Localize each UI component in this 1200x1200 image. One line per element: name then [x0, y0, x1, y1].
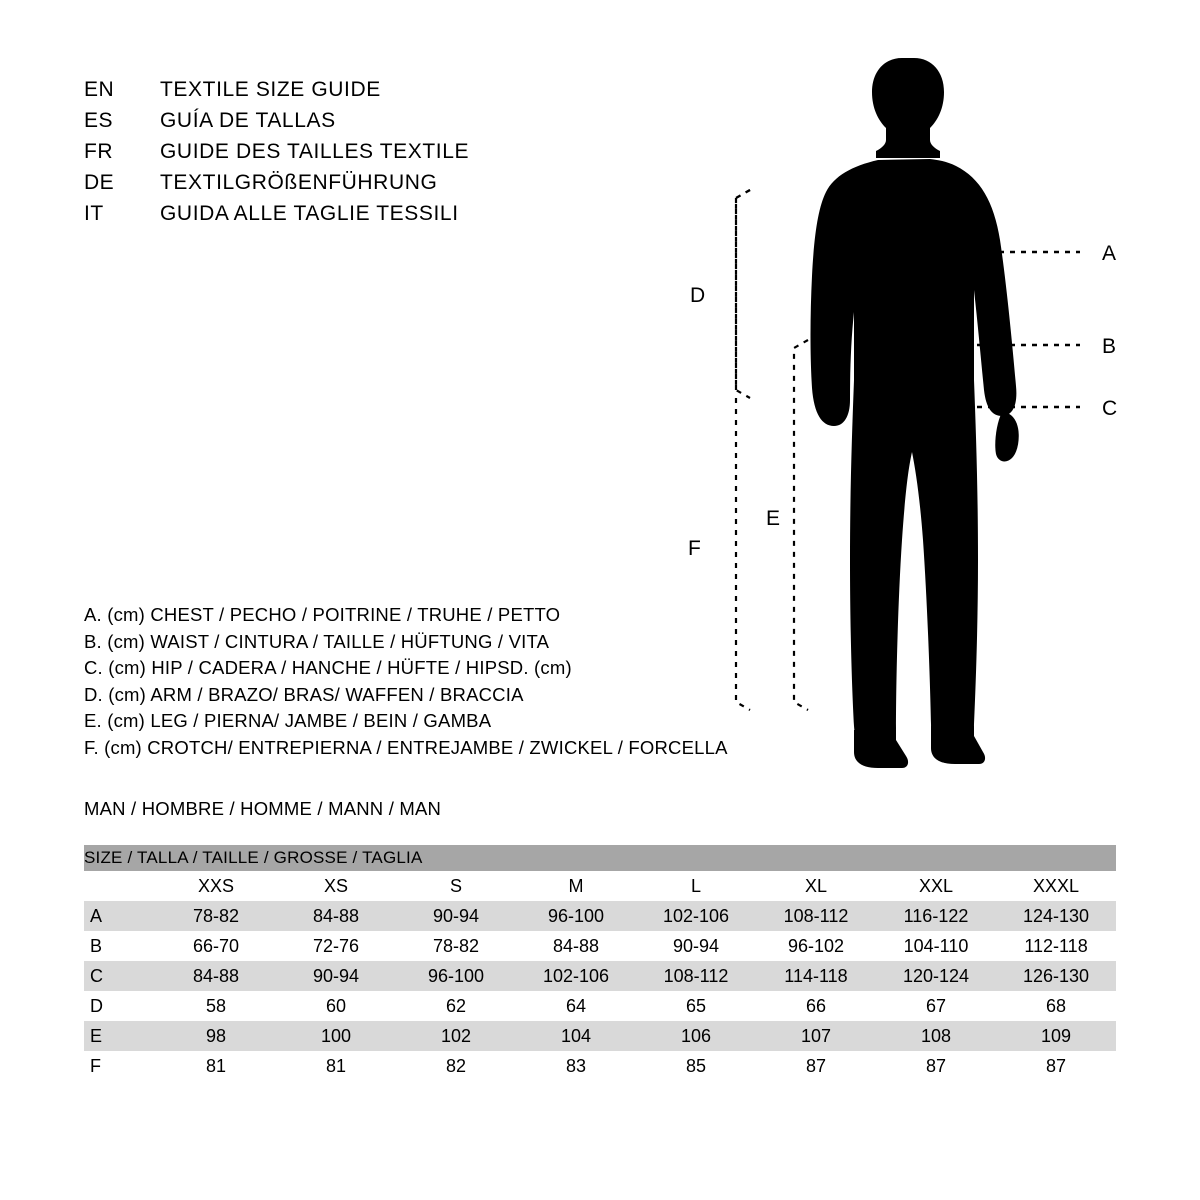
title-row: [84, 202, 604, 233]
cell-c-xl: 114-118: [756, 961, 876, 991]
table-row: [84, 1051, 1116, 1081]
title-lang-it: IT: [84, 202, 104, 225]
title-lang-es: ES: [84, 109, 114, 132]
cell-b-xxs: 66-70: [156, 931, 276, 961]
legend-block: [84, 602, 744, 761]
legend-row-b: B. (cm) WAIST / CINTURA / TAILLE / HÜFTUNG / VITA: [84, 630, 550, 652]
cell-f-xl: 87: [756, 1051, 876, 1081]
header-cell-xxs: XXS: [156, 871, 276, 901]
title-lang-fr: FR: [84, 140, 113, 163]
cell-b-l: 90-94: [636, 931, 756, 961]
table-row: [84, 961, 1116, 991]
title-lang-de: DE: [84, 171, 115, 194]
legend-row-c: C. (cm) HIP / CADERA / HANCHE / HÜFTE / HIPSD. (cm): [84, 657, 572, 678]
cell-c-xxxl: 126-130: [996, 961, 1116, 991]
header-cell-l: L: [636, 871, 756, 901]
cell-a-m: 96-100: [516, 901, 636, 931]
cell-c-xxs: 84-88: [156, 961, 276, 991]
marker-label-f: F: [688, 537, 701, 560]
marker-label-e: E: [766, 507, 781, 530]
cell-f-l: 85: [636, 1051, 756, 1081]
title-block: [84, 78, 604, 233]
title-lang-en: EN: [84, 78, 115, 101]
marker-label-b: B: [1102, 335, 1117, 358]
header-cell-xs: XS: [276, 871, 396, 901]
cell-a-xl: 108-112: [756, 901, 876, 931]
marker-label-a: A: [1102, 242, 1117, 265]
title-text-en: TEXTILE SIZE GUIDE: [160, 78, 381, 101]
header-cell-xl: XL: [756, 871, 876, 901]
cell-e-xxl: 108: [876, 1021, 996, 1051]
header-cell-m: M: [516, 871, 636, 901]
title-text-it: GUIDA ALLE TAGLIE TESSILI: [160, 202, 459, 225]
cell-e-l: 106: [636, 1021, 756, 1051]
title-row: [84, 140, 604, 171]
gender-label: MAN / HOMBRE / HOMME / MANN / MAN: [84, 798, 442, 819]
table-row: [84, 991, 1116, 1021]
table-row: [84, 931, 1116, 961]
man-silhouette: [811, 58, 1019, 768]
cell-d-xxxl: 68: [996, 991, 1116, 1021]
cell-a-xxs: 78-82: [156, 901, 276, 931]
cell-f-xxl: 87: [876, 1051, 996, 1081]
marker-label-d: D: [690, 284, 706, 307]
row-label-e: E: [84, 1021, 156, 1051]
legend-row-e: E. (cm) LEG / PIERNA/ JAMBE / BEIN / GAMBA: [84, 710, 492, 731]
row-label-c: C: [84, 961, 156, 991]
cell-a-xs: 84-88: [276, 901, 396, 931]
cell-a-xxl: 116-122: [876, 901, 996, 931]
table-caption: SIZE / TALLA / TAILLE / GROSSE / TAGLIA: [84, 845, 1116, 871]
cell-c-xxl: 120-124: [876, 961, 996, 991]
title-text-fr: GUIDE DES TAILLES TEXTILE: [160, 140, 470, 163]
header-cell-s: S: [396, 871, 516, 901]
cell-f-s: 82: [396, 1051, 516, 1081]
cell-e-xxs: 98: [156, 1021, 276, 1051]
row-label-a: A: [84, 901, 156, 931]
cell-d-xl: 66: [756, 991, 876, 1021]
title-row: [84, 109, 604, 140]
cell-b-xl: 96-102: [756, 931, 876, 961]
cell-f-xs: 81: [276, 1051, 396, 1081]
title-text-de: TEXTILGRÖßENFÜHRUNG: [160, 171, 438, 194]
cell-e-xl: 107: [756, 1021, 876, 1051]
cell-b-xxxl: 112-118: [996, 931, 1116, 961]
cell-f-m: 83: [516, 1051, 636, 1081]
cell-a-xxxl: 124-130: [996, 901, 1116, 931]
table-caption-row: [84, 845, 1116, 871]
cell-d-xxl: 67: [876, 991, 996, 1021]
cell-d-m: 64: [516, 991, 636, 1021]
cell-e-xs: 100: [276, 1021, 396, 1051]
cell-d-xxs: 58: [156, 991, 276, 1021]
cell-d-l: 65: [636, 991, 756, 1021]
title-text-es: GUÍA DE TALLAS: [160, 109, 336, 132]
cell-b-s: 78-82: [396, 931, 516, 961]
header-cell-xxl: XXL: [876, 871, 996, 901]
cell-c-s: 96-100: [396, 961, 516, 991]
title-row: [84, 78, 604, 109]
cell-c-xs: 90-94: [276, 961, 396, 991]
cell-c-l: 108-112: [636, 961, 756, 991]
table-header-row: [84, 871, 1116, 901]
cell-c-m: 102-106: [516, 961, 636, 991]
cell-b-m: 84-88: [516, 931, 636, 961]
title-row: [84, 171, 604, 202]
cell-a-l: 102-106: [636, 901, 756, 931]
cell-b-xs: 72-76: [276, 931, 396, 961]
cell-d-xs: 60: [276, 991, 396, 1021]
legend-row-d: D. (cm) ARM / BRAZO/ BRAS/ WAFFEN / BRACCIA: [84, 683, 524, 705]
size-table: [84, 845, 1116, 1081]
row-label-f: F: [84, 1051, 156, 1081]
bracket-d: [736, 190, 750, 398]
cell-a-s: 90-94: [396, 901, 516, 931]
cell-e-s: 102: [396, 1021, 516, 1051]
marker-label-c: C: [1102, 397, 1118, 420]
row-label-b: B: [84, 931, 156, 961]
header-cell-blank: [84, 871, 156, 901]
legend-row-f: F. (cm) CROTCH/ ENTREPIERNA / ENTREJAMBE / ZWICKEL / FORCELLA: [84, 736, 728, 758]
cell-e-xxxl: 109: [996, 1021, 1116, 1051]
bracket-e: [794, 340, 808, 710]
cell-f-xxs: 81: [156, 1051, 276, 1081]
cell-b-xxl: 104-110: [876, 931, 996, 961]
header-cell-xxxl: XXXL: [996, 871, 1116, 901]
row-label-d: D: [84, 991, 156, 1021]
cell-f-xxxl: 87: [996, 1051, 1116, 1081]
cell-e-m: 104: [516, 1021, 636, 1051]
table-row: [84, 1021, 1116, 1051]
cell-d-s: 62: [396, 991, 516, 1021]
table-row: [84, 901, 1116, 931]
legend-row-a: A. (cm) CHEST / PECHO / POITRINE / TRUHE / PETTO: [84, 604, 561, 625]
dimension-brackets: [736, 190, 808, 710]
